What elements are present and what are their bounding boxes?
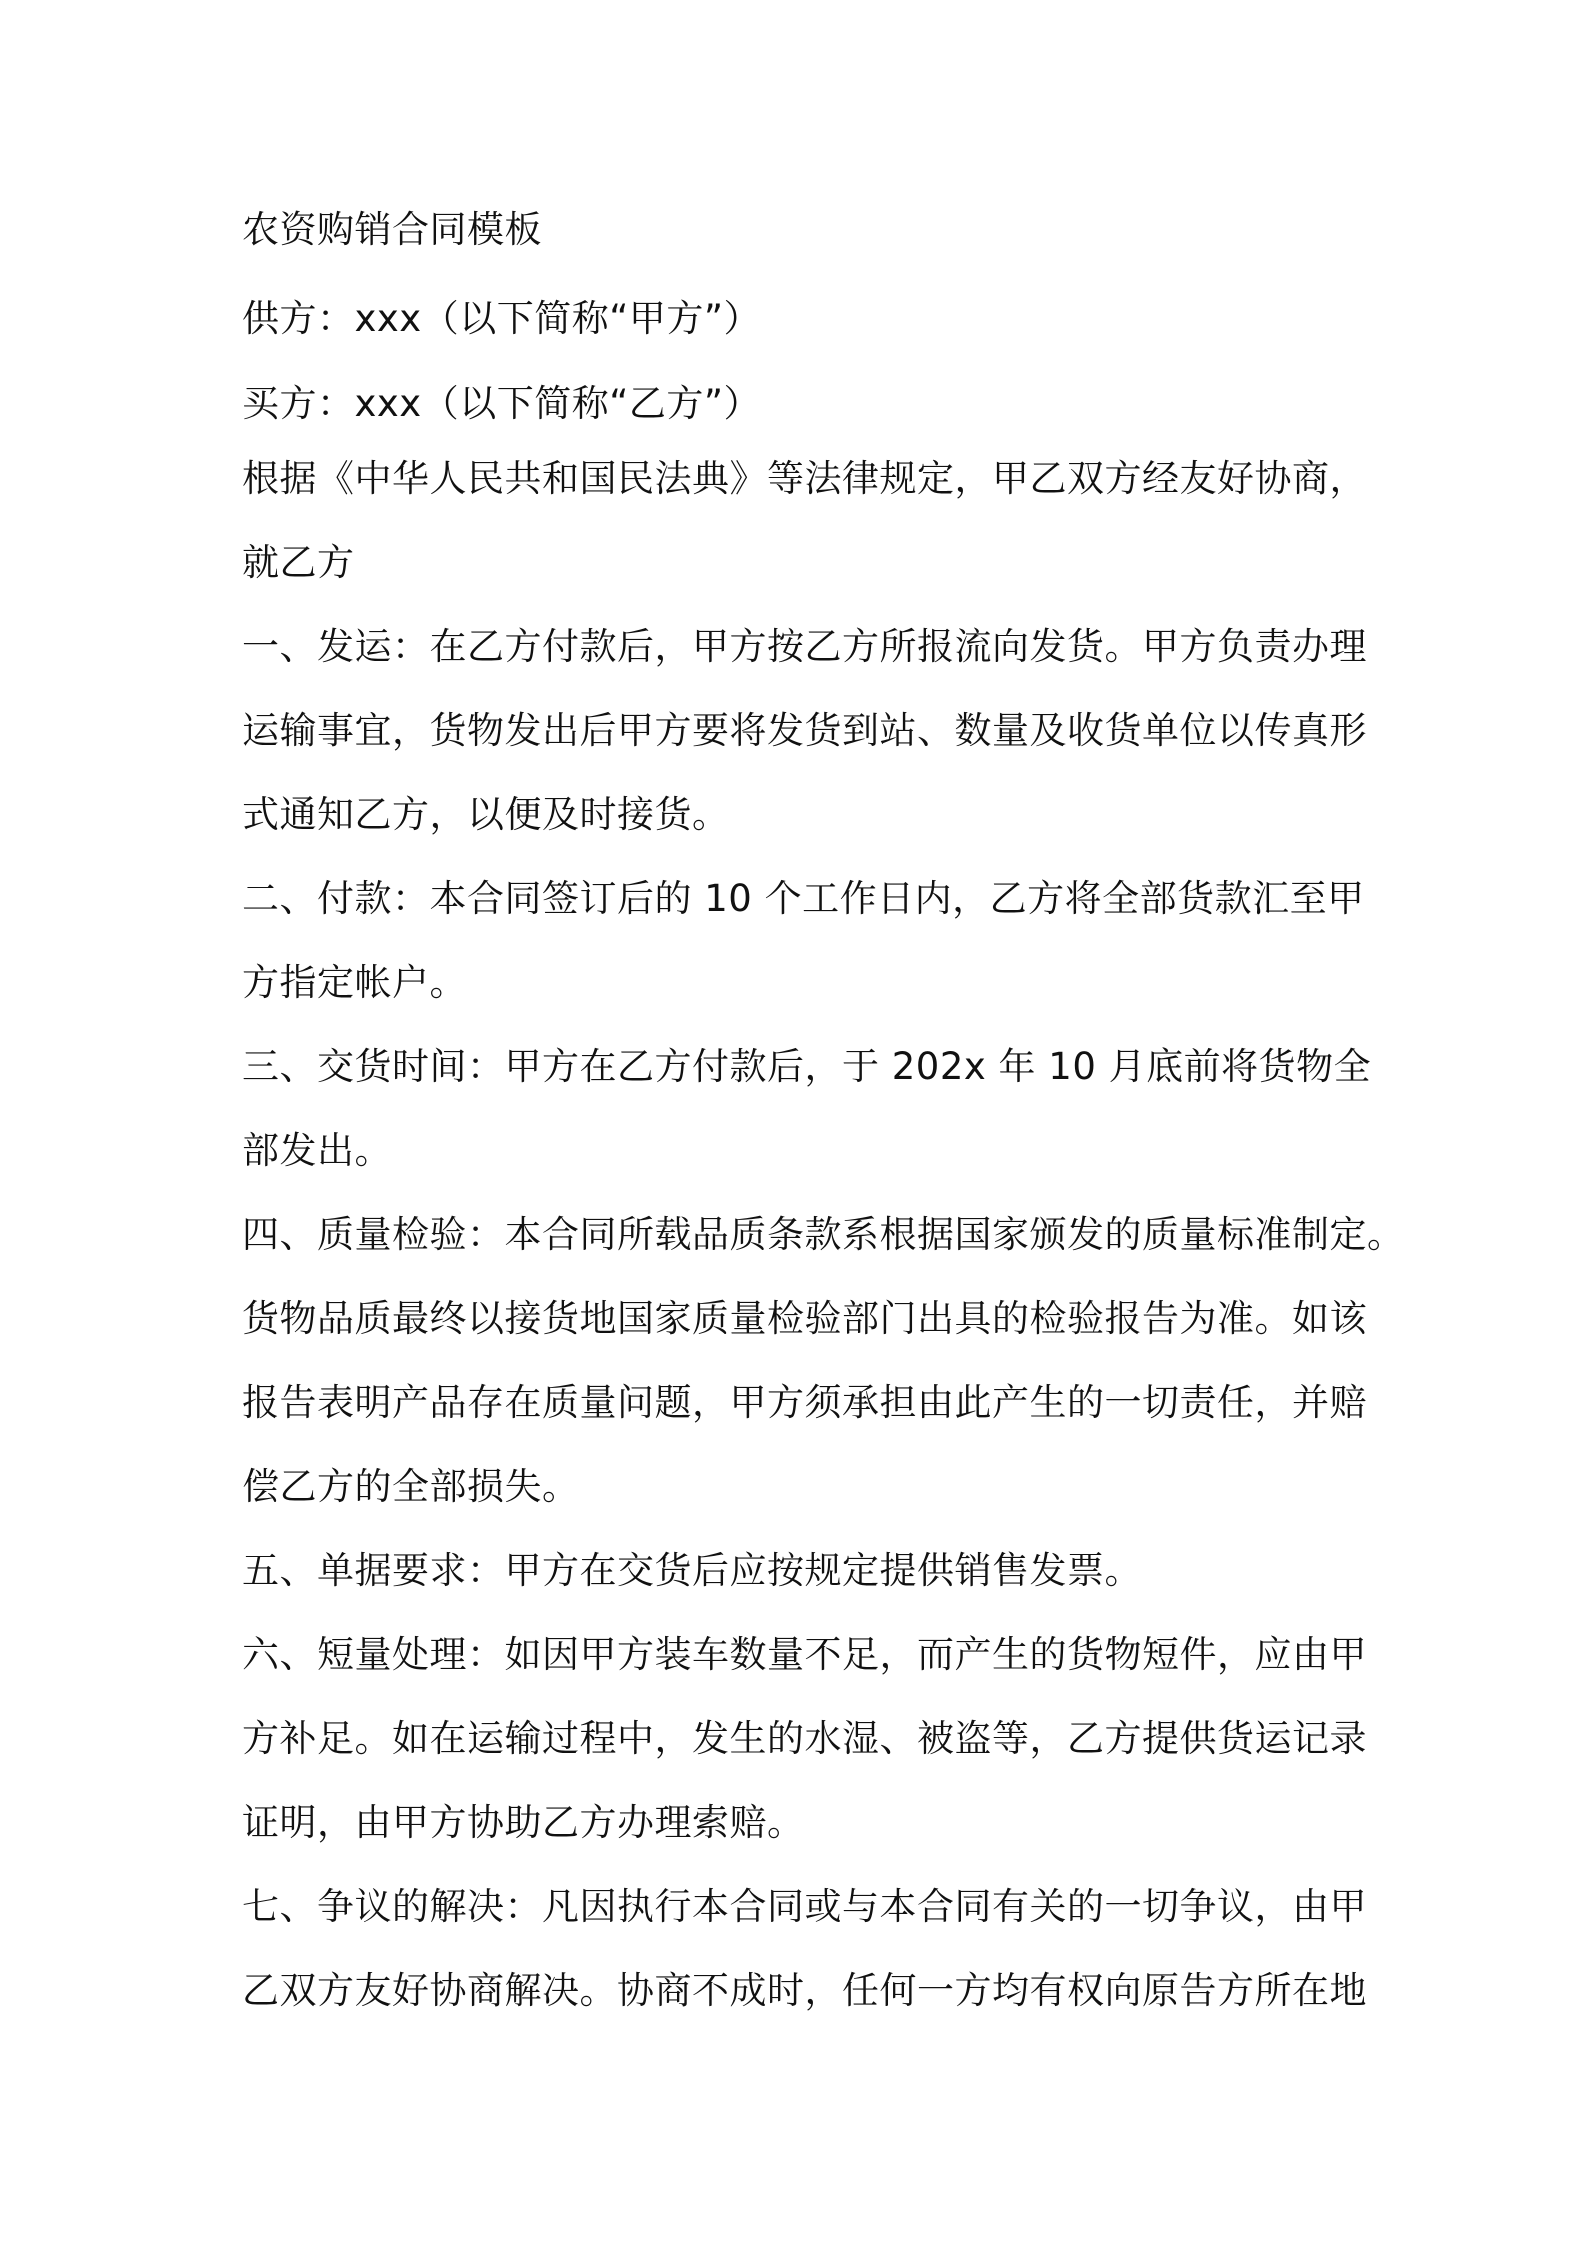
clause-1-line: 式通知乙方，以便及时接货。 bbox=[242, 793, 730, 836]
clause-6-line: 证明，由甲方协助乙方办理索赔。 bbox=[242, 1801, 805, 1844]
clause-1-line: 运输事宜，货物发出后甲方要将发货到站、数量及收货单位以传真形 bbox=[242, 709, 1367, 752]
document-title: 农资购销合同模板 bbox=[242, 208, 542, 251]
clause-7-line: 七、争议的解决：凡因执行本合同或与本合同有关的一切争议，由甲 bbox=[242, 1885, 1367, 1928]
clause-4-line: 四、质量检验：本合同所载品质条款系根据国家颁发的质量标准制定。 bbox=[242, 1213, 1405, 1256]
clause-7-line: 乙双方友好协商解决。协商不成时，任何一方均有权向原告方所在地 bbox=[242, 1969, 1367, 2012]
clause-2-line: 方指定帐户。 bbox=[242, 961, 467, 1004]
clause-4-line: 货物品质最终以接货地国家质量检验部门出具的检验报告为准。如该 bbox=[242, 1297, 1367, 1340]
clause-5-line: 五、单据要求：甲方在交货后应按规定提供销售发票。 bbox=[242, 1549, 1142, 1592]
buyer-line: 买方：xxx（以下简称“乙方”） bbox=[242, 382, 762, 425]
clause-1-line: 一、发运：在乙方付款后，甲方按乙方所报流向发货。甲方负责办理 bbox=[242, 625, 1367, 668]
clause-3-line: 三、交货时间：甲方在乙方付款后，于 202x 年 10 月底前将货物全 bbox=[242, 1045, 1372, 1088]
clause-3-line: 部发出。 bbox=[242, 1129, 392, 1172]
clause-2-line: 二、付款：本合同签订后的 10 个工作日内，乙方将全部货款汇至甲 bbox=[242, 877, 1365, 920]
clause-6-line: 六、短量处理：如因甲方装车数量不足，而产生的货物短件，应由甲 bbox=[242, 1633, 1367, 1676]
clause-4-line: 报告表明产品存在质量问题，甲方须承担由此产生的一切责任，并赔 bbox=[242, 1381, 1367, 1424]
supplier-line: 供方：xxx（以下简称“甲方”） bbox=[242, 297, 762, 340]
text-line: 根据《中华人民共和国民法典》等法律规定，甲乙双方经友好协商， bbox=[242, 457, 1367, 500]
clause-6-line: 方补足。如在运输过程中，发生的水湿、被盗等，乙方提供货运记录 bbox=[242, 1717, 1367, 1760]
clause-4-line: 偿乙方的全部损失。 bbox=[242, 1465, 580, 1508]
text-line: 就乙方 bbox=[242, 541, 355, 584]
